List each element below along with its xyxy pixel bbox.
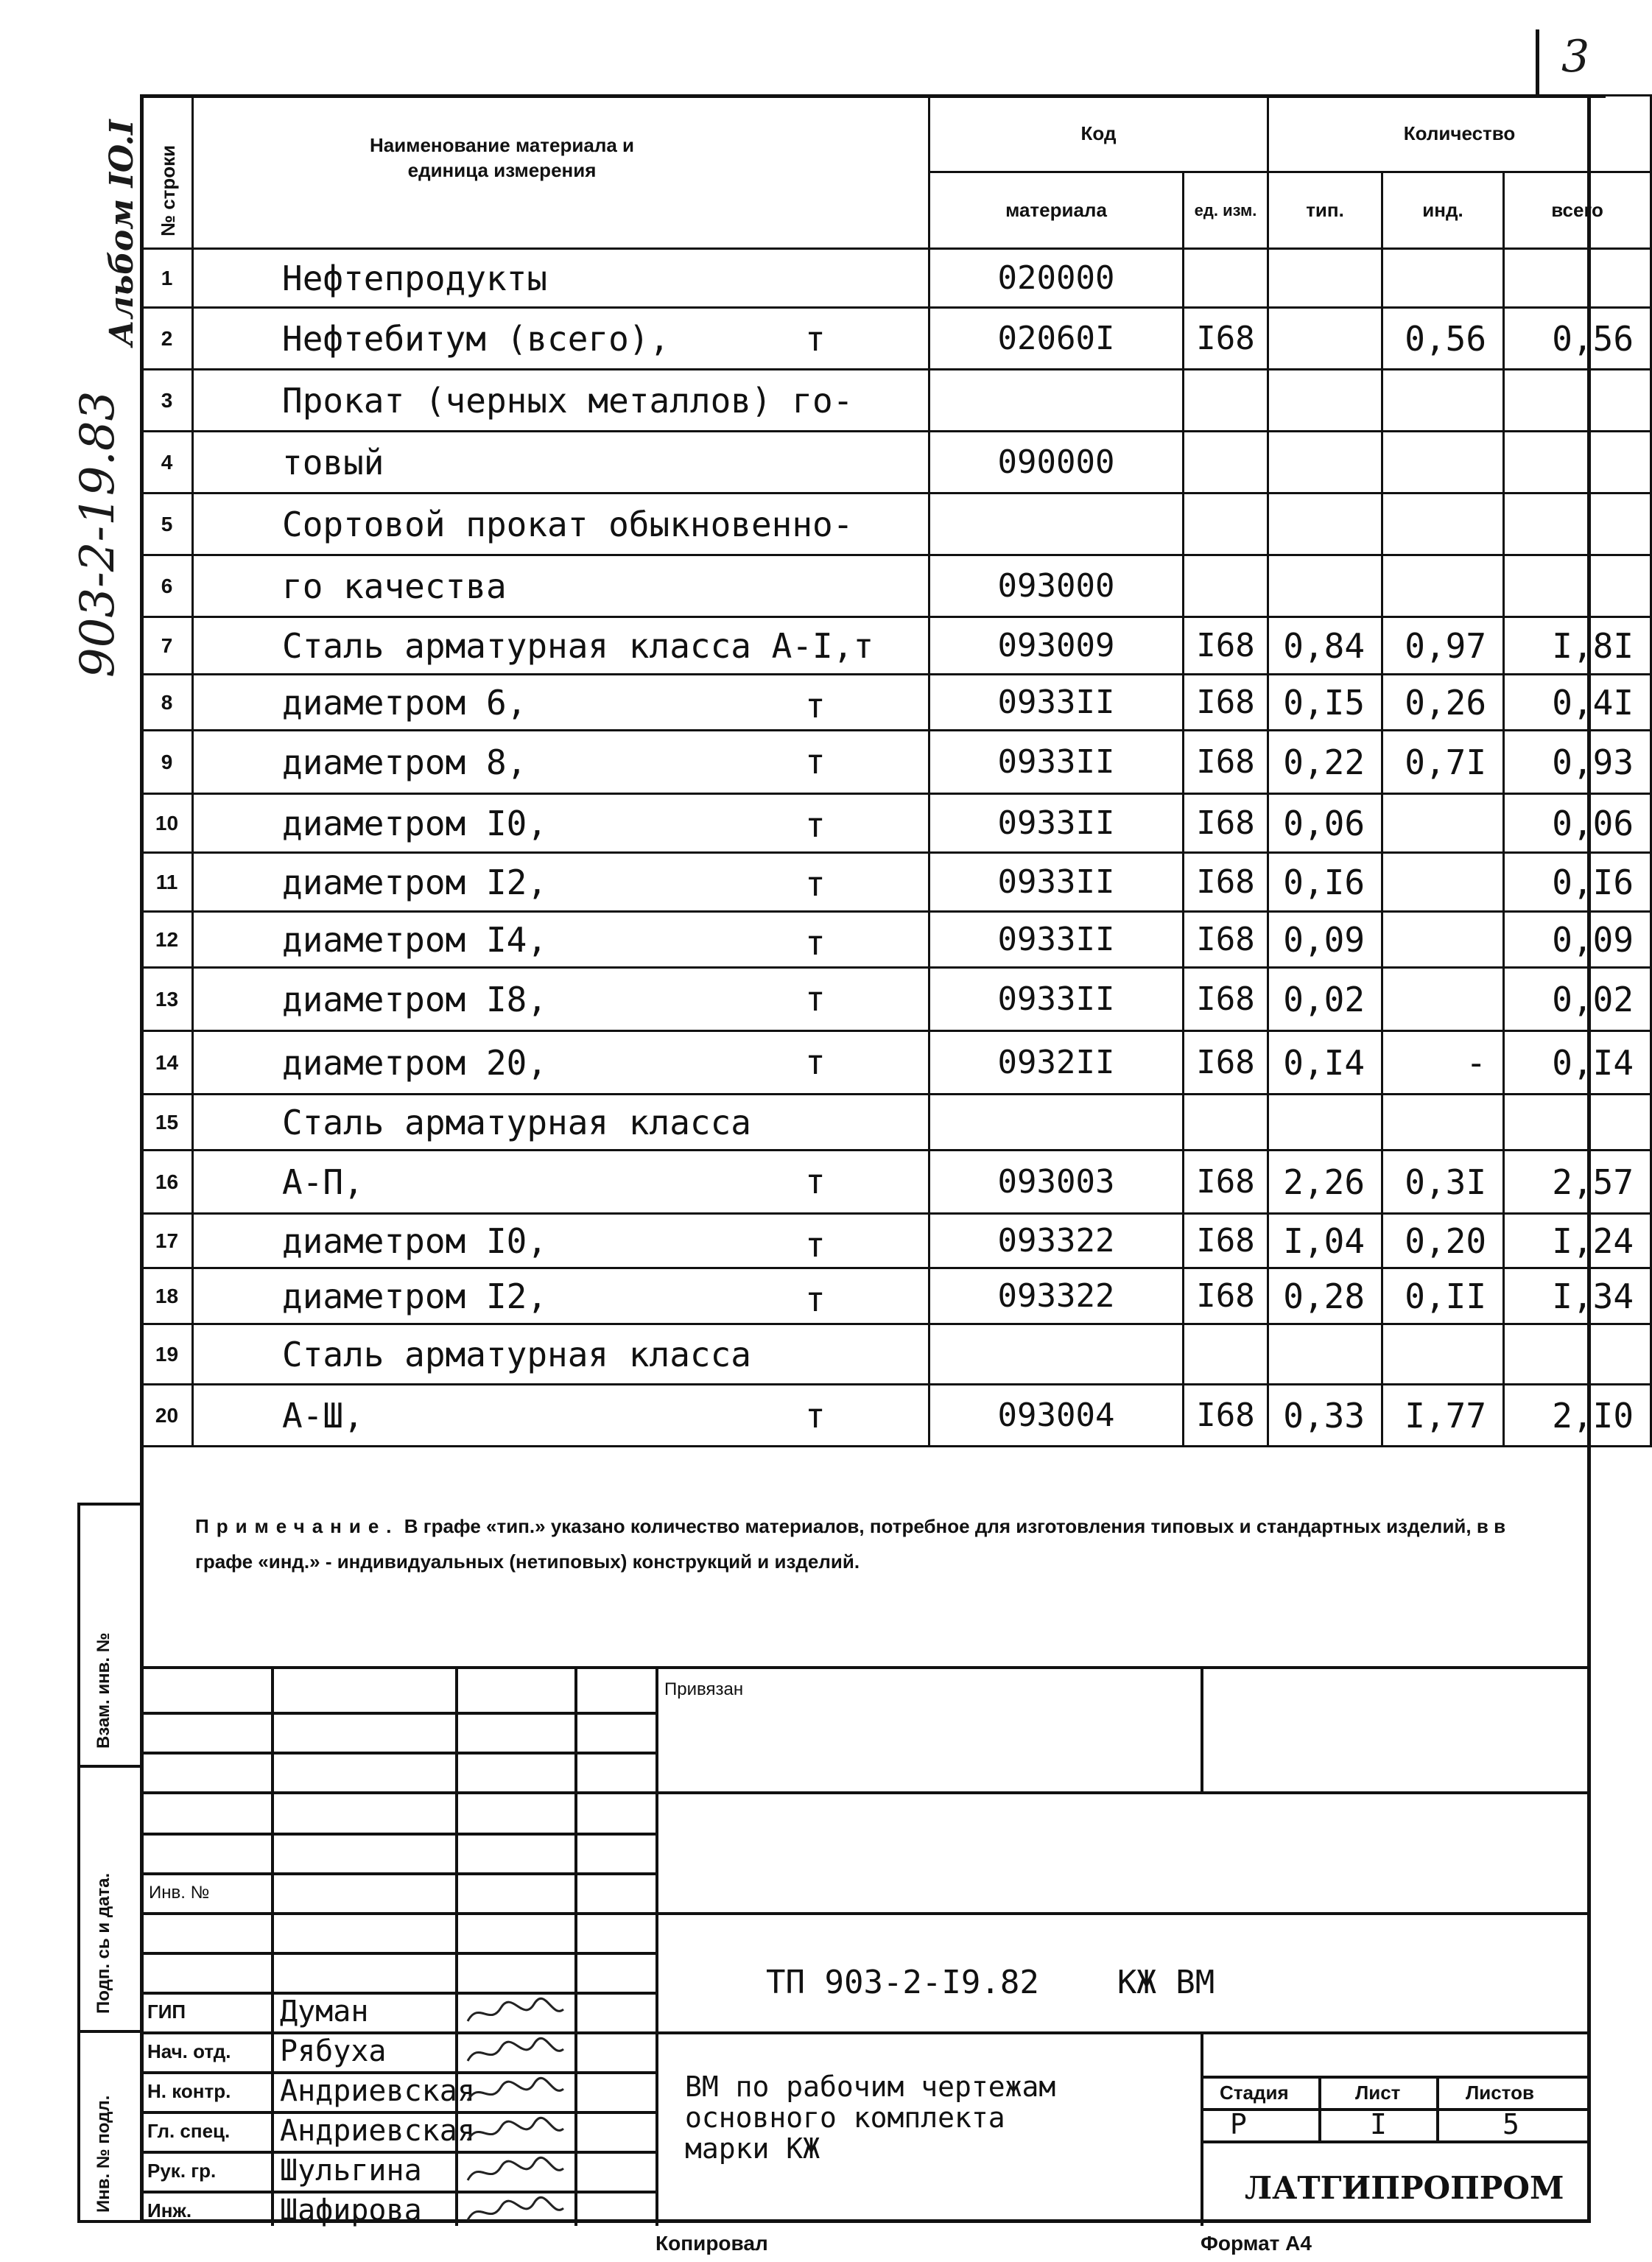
qty-ind: - <box>1382 1031 1504 1095</box>
material-code: 0932II <box>929 1031 1184 1095</box>
signatory-role: Нач. отд. <box>147 2040 231 2062</box>
row-number: 20 <box>141 1385 193 1447</box>
row-number: 14 <box>141 1031 193 1095</box>
unit-label: т <box>805 923 826 963</box>
row-number: 5 <box>141 494 193 555</box>
row-no-header-label: № строки <box>157 144 179 236</box>
signatory-role: Рук. гр. <box>147 2160 217 2182</box>
doc-title-line-2: основного комплекта <box>685 2101 1005 2134</box>
unit-code: I68 <box>1184 912 1268 968</box>
unit-code: I68 <box>1184 794 1268 853</box>
signature-scribble <box>464 1993 567 2030</box>
signatory-name: Думан <box>280 1995 369 2029</box>
qty-total: 2,57 <box>1504 1151 1651 1214</box>
unit-code: I68 <box>1184 1385 1268 1447</box>
qty-ind: 0,3I <box>1382 1151 1504 1214</box>
note-text: В графе «тип.» указано количество материалов, потребное для изготовления типовых и стандартных изделий, в в графе «инд.» - индивидуальных (нетиповых) конструкций и изделий. <box>195 1515 1506 1573</box>
signatory-role: Гл. спец. <box>147 2120 231 2142</box>
material-code: 093003 <box>929 1151 1184 1214</box>
qty-ind: 0,7I <box>1382 731 1504 794</box>
material-code: 0933II <box>929 912 1184 968</box>
signatory-name: Рябуха <box>280 2034 387 2068</box>
qty-typ: 0,06 <box>1268 794 1382 853</box>
material-name-text: Нефтебитум (всего), <box>282 318 670 359</box>
unit-code: I68 <box>1184 1268 1268 1324</box>
qty-typ: 0,33 <box>1268 1385 1382 1447</box>
row-number: 17 <box>141 1214 193 1268</box>
stage-value: Р <box>1230 2108 1247 2140</box>
material-code: 020000 <box>929 249 1184 308</box>
quantity-header: Количество <box>1268 96 1651 172</box>
code-material-header: материала <box>929 172 1184 249</box>
row-number: 7 <box>141 617 193 675</box>
unit-code: I68 <box>1184 675 1268 731</box>
unit-label: т <box>805 319 826 359</box>
signatory-role: ГИП <box>147 2001 186 2023</box>
signatory-role: Инж. <box>147 2199 192 2221</box>
qty-total: 0,56 <box>1504 308 1651 370</box>
material-name-text: Прокат (черных металлов) го- <box>282 380 854 421</box>
material-name-text: диаметром I2, <box>282 1276 548 1316</box>
page-number-box <box>1536 29 1606 98</box>
qty-ind: 0,26 <box>1382 675 1504 731</box>
unit-label: т <box>805 1396 826 1436</box>
material-code: 0933II <box>929 731 1184 794</box>
qty-total: 0,I6 <box>1504 853 1651 912</box>
inv-no-label: Инв. № <box>149 1883 210 1903</box>
sheets-label: Листов <box>1466 2082 1534 2104</box>
material-code: 0933II <box>929 853 1184 912</box>
unit-code: I68 <box>1184 853 1268 912</box>
qty-total: I,24 <box>1504 1214 1651 1268</box>
signature-scribble <box>464 2073 567 2110</box>
row-number: 10 <box>141 794 193 853</box>
sheets-value: 5 <box>1502 2108 1519 2140</box>
unit-label: т <box>805 805 826 845</box>
qty-total: 0,4I <box>1504 675 1651 731</box>
copied-label: Копировал <box>655 2232 768 2255</box>
unit-label: т <box>805 979 826 1019</box>
side-code: 903-2-19.83 <box>71 390 125 678</box>
unit-code: I68 <box>1184 731 1268 794</box>
material-code: 093004 <box>929 1385 1184 1447</box>
material-code: 093009 <box>929 617 1184 675</box>
privyazan-label: Привязан <box>664 1679 744 1699</box>
title-block <box>140 1666 1591 2226</box>
material-code: 090000 <box>929 432 1184 494</box>
row-number: 11 <box>141 853 193 912</box>
material-name-text: Сталь арматурная класса <box>282 1334 751 1374</box>
vzam-label: Взам. инв. № <box>94 1632 113 1749</box>
format-label: Формат А4 <box>1201 2232 1312 2255</box>
material-name-text: диаметром 20, <box>282 1042 548 1083</box>
inv-orig-label: Инв. № подл. <box>94 2095 113 2213</box>
row-number: 15 <box>141 1095 193 1151</box>
qty-typ-header: тип. <box>1268 172 1382 249</box>
sheet-value: I <box>1370 2108 1387 2140</box>
material-name-text: диаметром I4, <box>282 919 548 960</box>
doc-title <box>685 2071 1186 2164</box>
qty-total: 0,09 <box>1504 912 1651 968</box>
row-number: 3 <box>141 370 193 432</box>
qty-typ: 0,02 <box>1268 968 1382 1031</box>
qty-ind: 0,II <box>1382 1268 1504 1324</box>
material-name-text: диаметром 8, <box>282 742 527 782</box>
unit-label: т <box>805 742 826 781</box>
qty-ind: I,77 <box>1382 1385 1504 1447</box>
sheet-label: Лист <box>1355 2082 1401 2104</box>
material-code: 02060I <box>929 308 1184 370</box>
material-name-text: диаметром I0, <box>282 803 548 843</box>
note-label: Примечание. <box>195 1515 399 1537</box>
material-name-text: Сортовой прокат обыкновенно- <box>282 504 854 544</box>
material-name-text: диаметром 6, <box>282 682 527 723</box>
binding-strip <box>77 1503 140 2223</box>
qty-ind: 0,20 <box>1382 1214 1504 1268</box>
unit-label: т <box>805 1162 826 1201</box>
row-number: 13 <box>141 968 193 1031</box>
qty-total: I,34 <box>1504 1268 1651 1324</box>
unit-label: т <box>805 864 826 904</box>
row-number: 2 <box>141 308 193 370</box>
material-code: 093322 <box>929 1268 1184 1324</box>
row-number: 19 <box>141 1324 193 1385</box>
qty-total: 0,02 <box>1504 968 1651 1031</box>
material-name-text: Сталь арматурная класса А-I,т <box>282 625 874 666</box>
material-name-text: диаметром I0, <box>282 1220 548 1261</box>
qty-total: 2,I0 <box>1504 1385 1651 1447</box>
qty-typ: I,04 <box>1268 1214 1382 1268</box>
qty-ind: 0,97 <box>1382 617 1504 675</box>
material-name-text: го качества <box>282 566 507 606</box>
unit-code: I68 <box>1184 617 1268 675</box>
material-name-text: А-П, <box>282 1162 364 1202</box>
qty-total: 0,06 <box>1504 794 1651 853</box>
qty-typ: 0,22 <box>1268 731 1382 794</box>
row-number: 4 <box>141 432 193 494</box>
unit-label: т <box>805 1279 826 1319</box>
material-code: 0933II <box>929 794 1184 853</box>
name-header: Наименование материала и единица измерения <box>193 96 929 249</box>
signatory-name: Шафирова <box>280 2193 422 2227</box>
doc-title-line-1: ВМ по рабочим чертежам <box>685 2070 1056 2103</box>
qty-typ: 2,26 <box>1268 1151 1382 1214</box>
qty-ind-header: инд. <box>1382 172 1504 249</box>
material-name-text: диаметром I2, <box>282 862 548 902</box>
qty-total: 0,I4 <box>1504 1031 1651 1095</box>
qty-total: I,8I <box>1504 617 1651 675</box>
row-number: 1 <box>141 249 193 308</box>
row-number: 16 <box>141 1151 193 1214</box>
unit-label: т <box>805 1042 826 1082</box>
code-unit-header: ед. изм. <box>1184 172 1268 249</box>
qty-typ: 0,84 <box>1268 617 1382 675</box>
stage-label: Стадия <box>1220 2082 1289 2104</box>
signature-scribble <box>464 2112 567 2149</box>
unit-label: т <box>805 1225 826 1265</box>
sign-date-label: Подп. сь и дата. <box>94 1872 113 2014</box>
material-name-text: диаметром I8, <box>282 979 548 1019</box>
signature-scribble <box>464 2033 567 2070</box>
signature-scribble <box>464 2152 567 2189</box>
unit-code: I68 <box>1184 1151 1268 1214</box>
code-header: Код <box>929 96 1268 172</box>
material-name-text: А-Ш, <box>282 1395 364 1436</box>
signatory-role: Н. контр. <box>147 2080 231 2102</box>
material-name-text: Сталь арматурная класса <box>282 1102 751 1142</box>
qty-typ: 0,28 <box>1268 1268 1382 1324</box>
row-number: 12 <box>141 912 193 968</box>
material-code: 093000 <box>929 555 1184 617</box>
signature-scribble <box>464 2192 567 2229</box>
qty-total: 0,93 <box>1504 731 1651 794</box>
material-name-text: товый <box>282 442 384 482</box>
row-number: 6 <box>141 555 193 617</box>
qty-typ: 0,I6 <box>1268 853 1382 912</box>
qty-ind: 0,56 <box>1382 308 1504 370</box>
album-label: Альбом IO.I <box>103 119 141 346</box>
page-number: 3 <box>1561 31 1590 82</box>
doc-code: ТП 903-2-I9.82 КЖ ВМ <box>766 1964 1215 2001</box>
doc-title-line-3: марки КЖ <box>685 2132 820 2165</box>
unit-code: I68 <box>1184 968 1268 1031</box>
row-number: 9 <box>141 731 193 794</box>
material-code: 0933II <box>929 968 1184 1031</box>
unit-label: т <box>805 686 826 726</box>
signatory-name: Шульгина <box>280 2154 422 2188</box>
unit-code: I68 <box>1184 1214 1268 1268</box>
unit-code: I68 <box>1184 308 1268 370</box>
signatory-name: Андриевская <box>280 2074 475 2108</box>
qty-typ: 0,I4 <box>1268 1031 1382 1095</box>
row-number: 8 <box>141 675 193 731</box>
qty-total-header: всего <box>1504 172 1651 249</box>
note <box>195 1508 1536 1579</box>
qty-typ: 0,I5 <box>1268 675 1382 731</box>
row-number: 18 <box>141 1268 193 1324</box>
unit-code: I68 <box>1184 1031 1268 1095</box>
signatory-name: Андриевская <box>280 2114 475 2148</box>
material-name-text: Нефтепродукты <box>282 258 548 298</box>
material-code: 0933II <box>929 675 1184 731</box>
qty-typ: 0,09 <box>1268 912 1382 968</box>
material-code: 093322 <box>929 1214 1184 1268</box>
organization: ЛАТГИПРОПРОМ <box>1245 2170 1564 2206</box>
